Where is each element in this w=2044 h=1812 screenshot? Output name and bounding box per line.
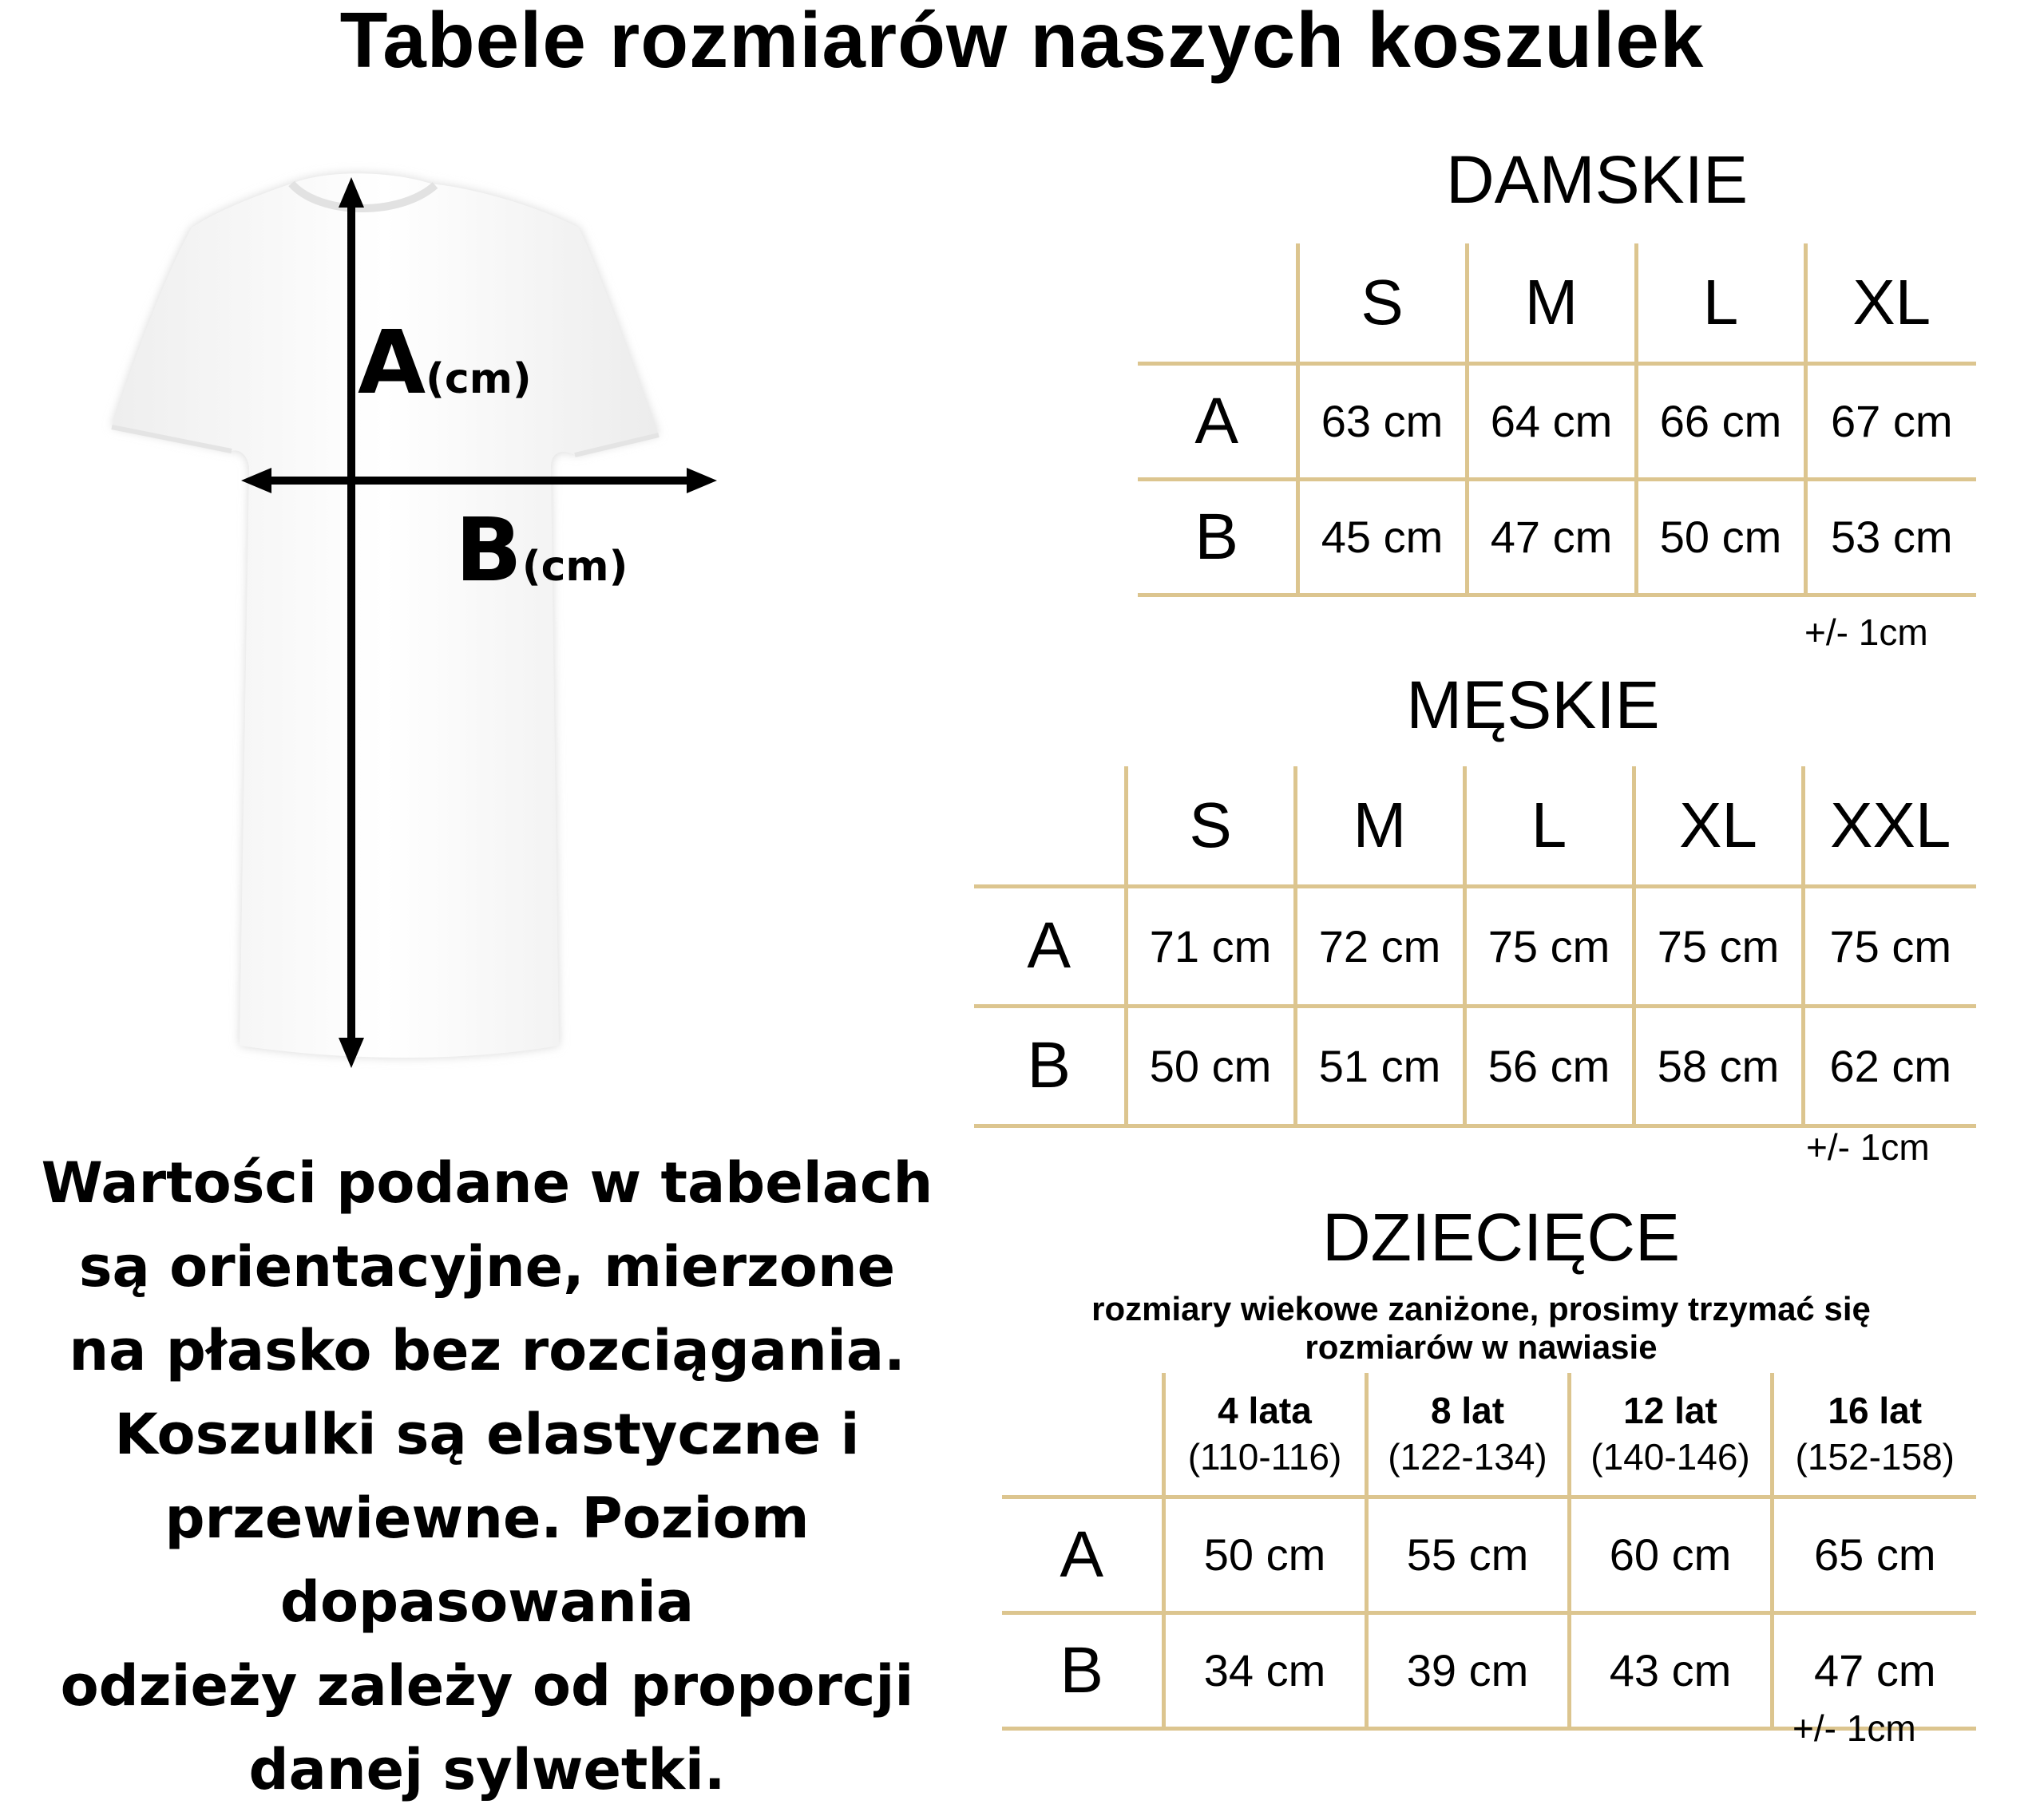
size-header: M: [1295, 766, 1464, 886]
damskie-table: [1138, 243, 1976, 597]
size-header: [1366, 1373, 1569, 1497]
table-row: [1002, 1497, 1976, 1612]
table-cell: 64 cm: [1467, 363, 1636, 479]
tshirt-diagram: [80, 160, 894, 1094]
page-title: Tabele rozmiarów naszych koszulek: [339, 0, 1705, 84]
table-cell: 66 cm: [1636, 363, 1805, 479]
info-note: [0, 1141, 974, 1812]
table-row: [974, 1006, 1976, 1126]
dzieciece-subtitle: [974, 1290, 1988, 1367]
subtitle-line: rozmiary wiekowe zaniżone, prosimy trzymać się: [1091, 1290, 1871, 1327]
size-header: [1569, 1373, 1772, 1497]
size-range: (152-158): [1795, 1436, 1955, 1478]
table-cell: 39 cm: [1366, 1612, 1569, 1728]
table-cell: 60 cm: [1569, 1497, 1772, 1612]
row-label: B: [1138, 479, 1297, 595]
label-a: [358, 311, 532, 413]
row-label: A: [1138, 363, 1297, 479]
table-cell: 56 cm: [1464, 1006, 1634, 1126]
size-age: 12 lat: [1623, 1390, 1717, 1432]
size-age: 4 lata: [1218, 1390, 1312, 1432]
size-age: 16 lat: [1828, 1390, 1923, 1432]
size-age: 8 lat: [1430, 1390, 1505, 1432]
table-cell: 50 cm: [1636, 479, 1805, 595]
size-range: (122-134): [1388, 1436, 1547, 1478]
label-b: [455, 499, 628, 601]
arrow-right-icon: [687, 468, 717, 493]
note-line: na płasko bez rozciągania.: [69, 1318, 905, 1383]
table-cell: 47 cm: [1772, 1612, 1976, 1728]
size-range: (140-146): [1590, 1436, 1750, 1478]
table-cell: 71 cm: [1126, 886, 1295, 1006]
table-cell: 34 cm: [1163, 1612, 1366, 1728]
table-cell: 55 cm: [1366, 1497, 1569, 1612]
size-header: L: [1636, 243, 1805, 363]
table-cell: 75 cm: [1464, 886, 1634, 1006]
note-line: są orientacyjne, mierzone: [78, 1234, 896, 1300]
table-cell: 47 cm: [1467, 479, 1636, 595]
table-header-row: [1002, 1373, 1976, 1497]
dzieciece-tolerance: +/- 1cm: [1792, 1707, 1916, 1749]
note-line: odzieży zależy od proporcji: [60, 1653, 914, 1719]
size-header: XL: [1634, 766, 1803, 886]
size-header: XXL: [1803, 766, 1976, 886]
table-row: [974, 886, 1976, 1006]
meskie-table: [974, 766, 1976, 1128]
size-header: L: [1464, 766, 1634, 886]
size-header: S: [1126, 766, 1295, 886]
meskie-tolerance: +/- 1cm: [1806, 1126, 1930, 1168]
size-range: (110-116): [1187, 1436, 1342, 1478]
label-a-letter: A: [358, 311, 426, 413]
note-line: Wartości podane w tabelach: [41, 1150, 933, 1216]
table-cell: 67 cm: [1805, 363, 1976, 479]
dzieciece-title: DZIECIĘCE: [1321, 1200, 1681, 1275]
meskie-title: MĘSKIE: [1406, 667, 1660, 742]
table-cell: 53 cm: [1805, 479, 1976, 595]
damskie-title: DAMSKIE: [1445, 142, 1749, 217]
label-b-letter: B: [455, 499, 522, 601]
table-cell: 50 cm: [1126, 1006, 1295, 1126]
note-line: przewiewne. Poziom dopasowania: [164, 1486, 810, 1635]
table-cell: 45 cm: [1297, 479, 1467, 595]
table-cell: 51 cm: [1295, 1006, 1464, 1126]
size-header: [1772, 1373, 1976, 1497]
row-label: A: [1002, 1497, 1163, 1612]
table-header-row: [974, 766, 1976, 886]
table-cell: 75 cm: [1803, 886, 1976, 1006]
note-line: Koszulki są elastyczne i: [114, 1402, 860, 1467]
table-cell: 72 cm: [1295, 886, 1464, 1006]
row-label: A: [974, 886, 1126, 1006]
dzieciece-table: [1002, 1373, 1976, 1731]
table-row: [1138, 479, 1976, 595]
size-header: [1163, 1373, 1366, 1497]
label-b-unit: (cm): [521, 543, 628, 591]
table-row: [1138, 363, 1976, 479]
subtitle-line: rozmiarów w nawiasie: [1305, 1328, 1658, 1366]
table-cell: 43 cm: [1569, 1612, 1772, 1728]
corner-cell: [1002, 1373, 1163, 1497]
size-header: XL: [1805, 243, 1976, 363]
size-header: M: [1467, 243, 1636, 363]
table-cell: 75 cm: [1634, 886, 1803, 1006]
corner-cell: [974, 766, 1126, 886]
tshirt-icon: [112, 173, 659, 1058]
damskie-tolerance: +/- 1cm: [1804, 611, 1928, 653]
note-line: danej sylwetki.: [248, 1737, 726, 1802]
row-label: B: [974, 1006, 1126, 1126]
table-cell: 58 cm: [1634, 1006, 1803, 1126]
table-cell: 50 cm: [1163, 1497, 1366, 1612]
table-cell: 62 cm: [1803, 1006, 1976, 1126]
table-cell: 65 cm: [1772, 1497, 1976, 1612]
size-header: S: [1297, 243, 1467, 363]
table-cell: 63 cm: [1297, 363, 1467, 479]
label-a-unit: (cm): [426, 355, 532, 403]
corner-cell: [1138, 243, 1297, 363]
row-label: B: [1002, 1612, 1163, 1728]
table-header-row: [1138, 243, 1976, 363]
